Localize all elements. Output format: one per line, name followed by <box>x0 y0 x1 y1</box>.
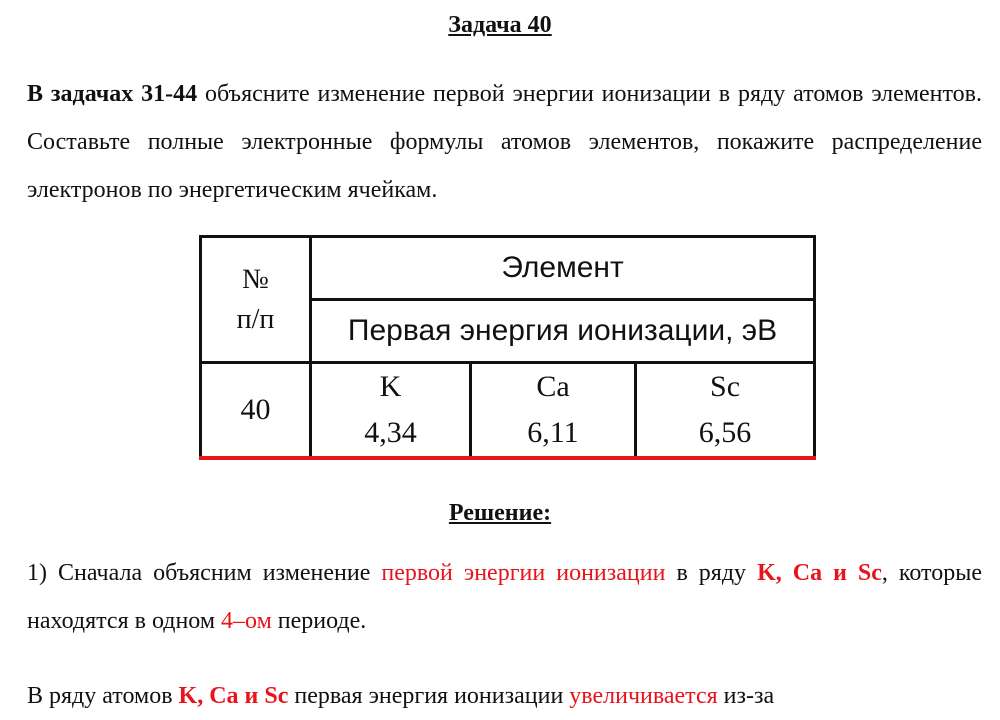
element-cell-sc <box>636 363 815 459</box>
para-text: из-за <box>717 683 775 709</box>
element-symbol: Sc <box>710 370 741 403</box>
highlight-elements: K, Ca и Sc <box>178 683 289 709</box>
task-range: В задачах 31-44 <box>27 81 198 107</box>
element-symbol: K <box>379 370 402 403</box>
element-energy: 4,34 <box>364 416 417 449</box>
number-header <box>201 237 311 363</box>
element-symbol: Ca <box>536 370 570 403</box>
highlight-term: первой энергии ионизации <box>381 560 666 586</box>
solution-heading: Решение: <box>448 500 552 526</box>
element-energy: 6,11 <box>527 416 579 449</box>
para-text: первая энергия ионизации <box>288 683 570 709</box>
solution-paragraph-2 <box>27 672 982 720</box>
energy-header: Первая энергия ионизации, эВ <box>311 300 815 363</box>
para-text: В ряду атомов <box>27 683 179 709</box>
element-energy: 6,56 <box>698 416 752 449</box>
para-text: , которые находятся в одном <box>27 560 983 634</box>
number-sign: № <box>242 263 269 295</box>
element-cell-ca <box>471 363 636 459</box>
para-text: периоде. <box>271 608 367 634</box>
number-abbrev: п/п <box>236 303 275 335</box>
solution-paragraph-1 <box>27 549 982 645</box>
task-statement <box>27 70 982 214</box>
highlight-elements: K, Ca и Sc <box>757 560 882 586</box>
element-cell-k <box>311 363 471 459</box>
task-text: объясните изменение первой энергии ионизации в ряду атомов элементов. Составьте полные электронные формулы атомов элементов, покажите распределение электронов по энергетическим ячейкам. <box>27 81 983 203</box>
highlight-period: 4–ом <box>221 608 272 634</box>
element-header: Элемент <box>311 237 815 300</box>
row-number: 40 <box>201 363 311 459</box>
para-text: в ряду <box>665 560 758 586</box>
highlight-trend: увеличивается <box>569 683 718 709</box>
ionization-table <box>199 235 816 460</box>
para-text: 1) Сначала объясним изменение <box>27 560 382 586</box>
task-title: Задача 40 <box>448 12 552 38</box>
